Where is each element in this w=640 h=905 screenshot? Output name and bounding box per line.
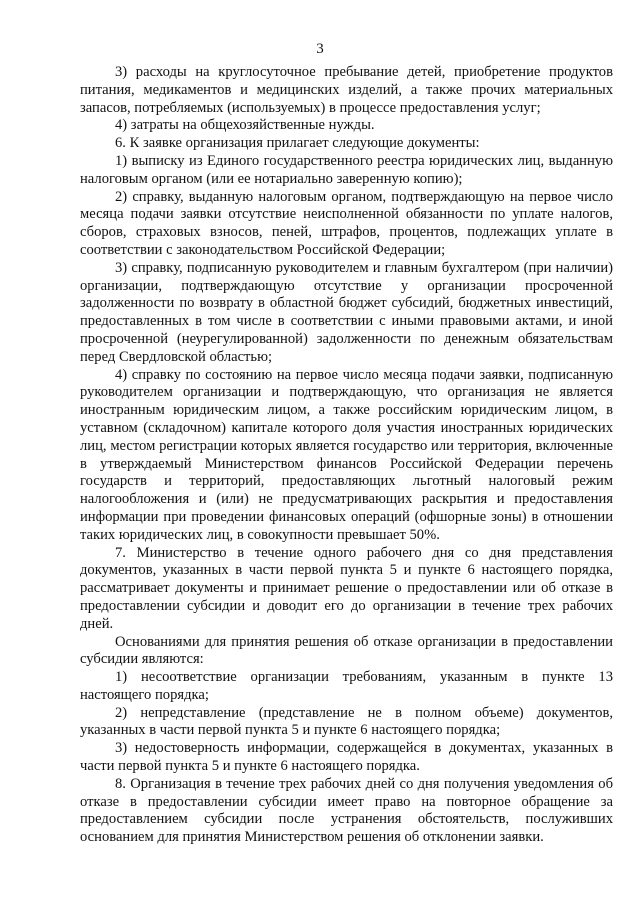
paragraph-document-item-4: 4) справку по состоянию на первое число месяца подачи заявки, подписанную руководителем организации и подтверждающую, что организация не является иностранным юридическим лицом, а также российским юридическим лицом, в уставном (складочном) капитале которого доля участия иностранных юридических лиц, местом регистрации которых является государство или территория, включенные в утверждаемый Министерством финансов Российской Федерации перечень государств и территорий, предоставляющих льготный налоговый режим налогообложения и (или) не предусматривающих раскрытия и предоставления информации при проведении финансовых операций (офшорные зоны) в отношении таких юридических лиц, в совокупности превышает 50%.	[80, 366, 613, 543]
page-number: 3	[316, 41, 324, 57]
paragraph-section-7: 7. Министерство в течение одного рабочего дня со дня представления документов, указанных в части первой пункта 5 и пункте 6 настоящего порядка, рассматривает документы и принимает решение о предоставлении или об отказе в предоставлении субсидии и доводит его до организации в течение трех рабочих дней.	[80, 544, 613, 632]
paragraph-expense-item-4: 4) затраты на общехозяйственные нужды.	[115, 117, 375, 134]
paragraph-document-item-1: 1) выписку из Единого государственного реестра юридических лиц, выданную налоговым органом (или ее нотариально заверенную копию);	[80, 152, 613, 187]
paragraph-refusal-ground-2: 2) непредставление (представление не в полном объеме) документов, указанных в части первой пункта 5 и пункте 6 настоящего порядка;	[80, 704, 613, 739]
paragraph-expense-item-3: 3) расходы на круглосуточное пребывание детей, приобретение продуктов питания, медикаментов и медицинских изделий, а также прочих материальных запасов, потребляемых (используемых) в процессе предоставления услуг;	[80, 64, 613, 116]
document-body	[80, 64, 613, 847]
paragraph-refusal-grounds-heading: Основаниями для принятия решения об отказе организации в предоставлении субсидии являются:	[80, 633, 613, 668]
paragraph-document-item-3: 3) справку, подписанную руководителем и главным бухгалтером (при наличии) организации, подтверждающую отсутствие у организации просроченной задолженности по возврату в областной бюджет субсидий, бюджетных инвестиций, предоставленных в том числе в соответствии с иными правовыми актами, и иной просроченной (неурегулированной) задолженности по денежным обязательствам перед Свердловской областью;	[80, 259, 613, 365]
paragraph-section-8: 8. Организация в течение трех рабочих дней со дня получения уведомления об отказе в предоставлении субсидии имеет право на повторное обращение за предоставлением субсидии после устранения обстоятельств, послуживших основанием для принятия Министерством решения об отклонении заявки.	[80, 775, 613, 846]
paragraph-refusal-ground-3: 3) недостоверность информации, содержащейся в документах, указанных в части первой пункта 5 и пункте 6 настоящего порядка.	[80, 740, 613, 775]
paragraph-refusal-ground-1: 1) несоответствие организации требованиям, указанным в пункте 13 настоящего порядка;	[80, 669, 613, 703]
paragraph-section-6-heading: 6. К заявке организация прилагает следующие документы:	[115, 135, 480, 152]
paragraph-document-item-2: 2) справку, выданную налоговым органом, подтверждающую на первое число месяца подачи заявки отсутствие неисполненной обязанности по уплате налогов, сборов, страховых взносов, пеней, штрафов, процентов, подлежащих уплате в соответствии с законодательством Российской Федерации;	[80, 188, 613, 258]
